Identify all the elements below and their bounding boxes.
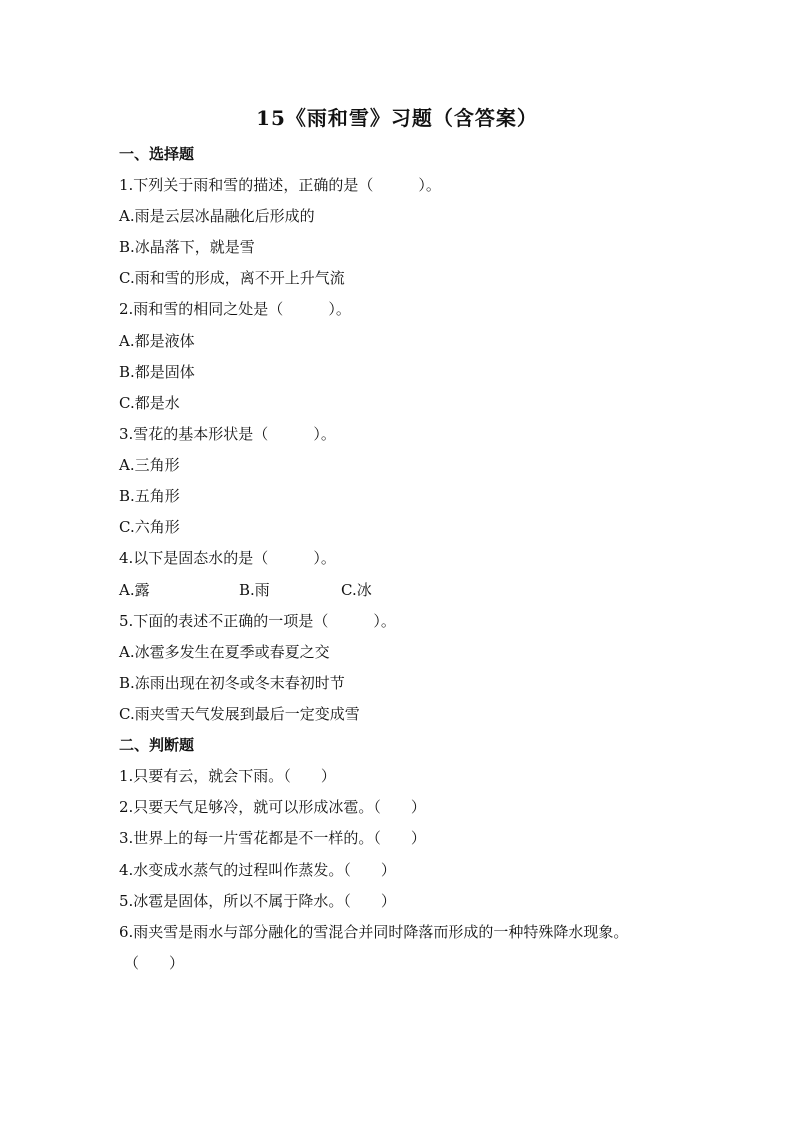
judgement-1: 1.只要有云，就会下雨。（ ） [119,767,336,785]
question-4-option-a: A.露 [119,581,150,599]
question-3-option-a: A.三角形 [119,456,180,474]
question-5-option-b: B.冻雨出现在初冬或冬末春初时节 [119,674,345,692]
judgement-3: 3.世界上的每一片雪花都是不一样的。（ ） [119,829,426,847]
judgement-2: 2.只要天气足够冷，就可以形成冰雹。（ ） [119,798,426,816]
judgement-6-blank: （ ） [124,954,185,972]
judgement-5: 5.冰雹是固体，所以不属于降水。（ ） [119,892,396,910]
page-title: 15《雨和雪》习题（含答案） [256,106,538,130]
question-1: 1.下列关于雨和雪的描述，正确的是（ ）。 [119,176,441,194]
judgement-6: 6.雨夹雪是雨水与部分融化的雪混合并同时降落而形成的一种特殊降水现象。 [119,923,629,941]
question-2-option-a: A.都是液体 [119,332,195,350]
section-heading-choice: 一、选择题 [119,145,195,163]
question-3: 3.雪花的基本形状是（ ）。 [119,425,336,443]
question-4: 4.以下是固态水的是（ ）。 [119,549,336,567]
question-3-option-c: C.六角形 [119,518,180,536]
question-4-option-c: C.冰 [341,581,372,599]
question-3-option-b: B.五角形 [119,487,180,505]
question-1-option-a: A.雨是云层冰晶融化后形成的 [119,207,315,225]
question-5-option-c: C.雨夹雪天气发展到最后一定变成雪 [119,705,360,723]
question-4-option-b: B.雨 [239,581,270,599]
question-1-option-b: B.冰晶落下，就是雪 [119,238,255,256]
question-4-options [119,580,372,600]
question-5: 5.下面的表述不正确的一项是（ ）。 [119,612,396,630]
question-2-option-c: C.都是水 [119,394,180,412]
question-2-option-b: B.都是固体 [119,363,195,381]
question-2: 2.雨和雪的相同之处是（ ）。 [119,300,351,318]
section-heading-judgement: 二、判断题 [119,736,195,754]
judgement-4: 4.水变成水蒸气的过程叫作蒸发。（ ） [119,861,396,879]
question-5-option-a: A.冰雹多发生在夏季或春夏之交 [119,643,330,661]
question-1-option-c: C.雨和雪的形成，离不开上升气流 [119,269,345,287]
